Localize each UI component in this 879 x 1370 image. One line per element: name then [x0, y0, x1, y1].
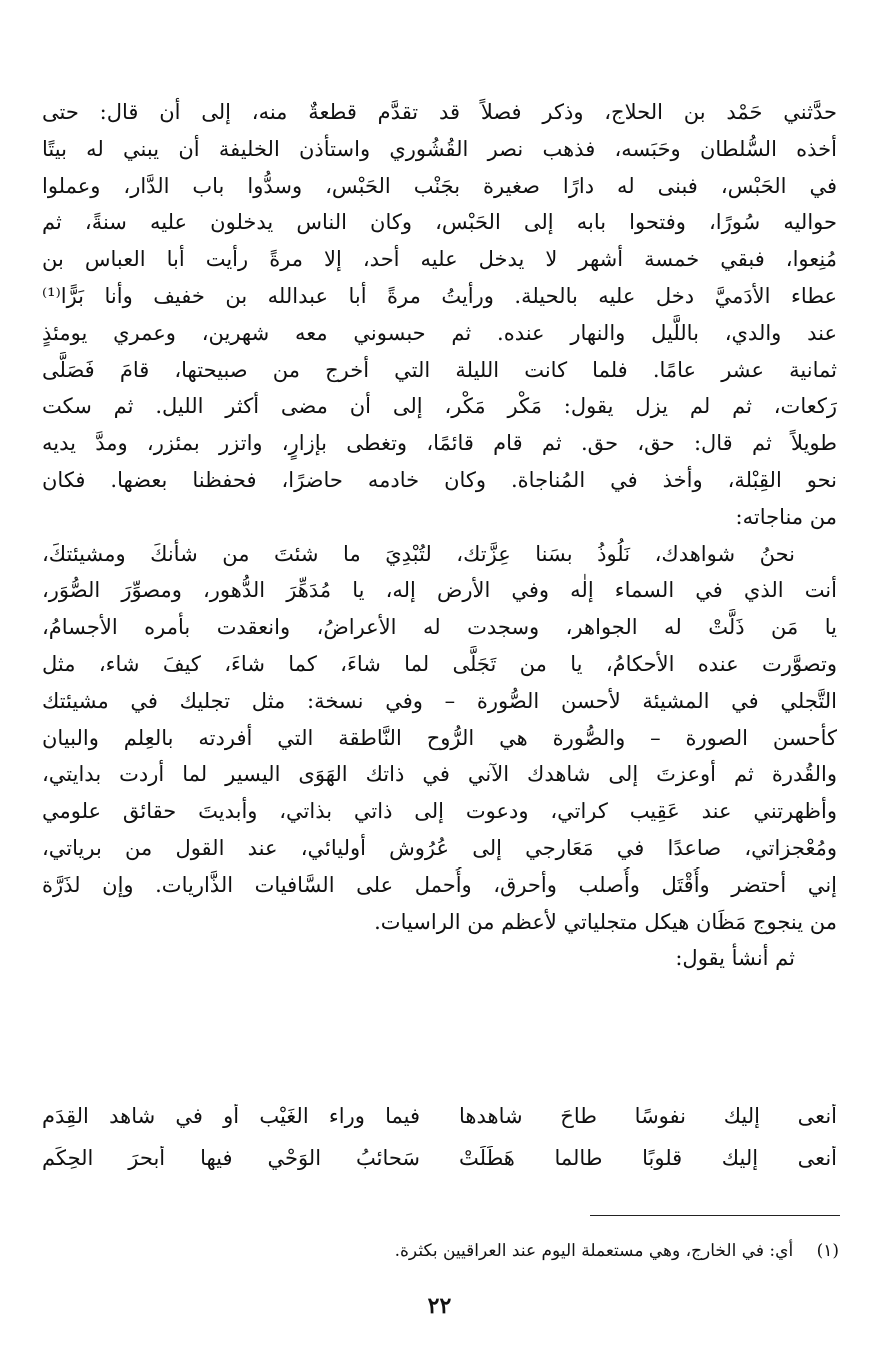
text-line: عند والدي، باللَّيل والنهار عنده. ثم حبسوني معه شهرين، وعمري يومئذٍ — [42, 320, 837, 345]
text-line: وتصوَّرت عنده الأحكامُ، يا من تَجَلَّى لما شاءَ، كما شاءَ، كيفَ شاء، مثل — [42, 651, 837, 676]
text-line: في الحَبْس، فبنى له دارًا صغيرة بجَنْب الحَبْس، وسدُّوا باب الدَّار، وعملوا — [42, 173, 837, 198]
text-line: التَّجلي في المشيئة لأحسن الصُّورة – وفي نسخة: مثل تجليك في مشيئتك — [42, 688, 837, 713]
text-line: حواليه سُورًا، وفتحوا بابه إلى الحَبْس، وكان الناس يدخلون عليه سنةً، ثم — [42, 210, 837, 235]
text-line: طويلاً ثم قال: حق، حق. ثم قام قائمًا، وتغطى بإزارٍ، واتزر بمئزر، ومدَّ يديه — [42, 431, 837, 456]
text-line: وأظهرتني عند عَقِيب كراتي، ودعوت إلى ذاتي بذاتي، وأبديتَ حقائق علومي — [42, 799, 837, 824]
text-line: مُنِعوا، فبقي خمسة أشهر لا يدخل عليه أحد، إلا مرةً رأيت أبا العباس بن — [42, 247, 837, 272]
poem-verse — [42, 1104, 837, 1128]
text-line: من ينجوج مَظَان هيكل متجلياتي لأعظم من الراسيات. — [374, 909, 837, 934]
text-line: أخذه السُّلطان وحَبَسه، فذهب نصر القُشُوري واستأذن الخليفة أن يبني له بيتًا — [42, 136, 837, 161]
footnote-divider — [590, 1215, 840, 1216]
footnote — [44, 1237, 839, 1265]
text-line: من مناجاته: — [735, 504, 837, 529]
text-line: حدَّثني حَمْد بن الحلاج، وذكر فصلاً قد تقدَّم قطعةٌ منه، إلى أن قال: حتى — [42, 100, 837, 124]
body-text — [42, 94, 837, 977]
poem-hemistich-right: أنعى إليك نفوسًا طاحَ شاهدها — [459, 1104, 837, 1128]
footnote-number: (١) — [816, 1241, 839, 1261]
text-line: ثمانية عشر عامًا. فلما كانت الليلة التي أخرج من صبيحتها، قامَ فَصَلَّى — [42, 357, 837, 382]
text-line: رَكعات، ثم لم يزل يقول: مَكْر مَكْر، إلى أن مضى أكثر الليل. ثم سكت — [42, 394, 837, 419]
text-line: عطاء الأدَميَّ دخل عليه بالحيلة. ورأيتُ مرةً أبا عبدالله بن خفيف وأنا بَرًّا⁽¹⁾ — [42, 283, 837, 308]
poem-hemistich-left: سَحائبُ الوَحْي فيها أبحرَ الحِكَمِ — [42, 1146, 420, 1170]
poem-hemistich-left: فيما وراء الغَيْب أو في شاهد القِدَم — [42, 1104, 420, 1128]
text-line: نحو القِبْلة، وأخذ في المُناجاة. وكان خادمه حاضرًا، فحفظنا بعضها. فكان — [42, 467, 837, 492]
poem-hemistich-right: أنعى إليك قلوبًا طالما هَطَلَتْ — [459, 1146, 837, 1170]
text-line: يا مَن ذَلَّتْ له الجواهر، وسجدت له الأعراضُ، وانعقدت بأمره الأجسامُ، — [42, 615, 837, 640]
text-line: ثم أنشأ يقول: — [675, 946, 795, 971]
text-line: أنت الذي في السماء إلٰه وفي الأرض إله، يا مُدَهِّرَ الدُّهور، ومصوِّرَ الصُّوَر، — [42, 578, 837, 603]
text-line: نحنُ شواهدك، نَلُوذُ بسَنا عِزَّتك، لتُبْدِيَ ما شئتَ من شأنكَ ومشيئتكَ، — [42, 541, 795, 566]
text-line: ومُعْجزاتي، صاعدًا في مَعَارجي إلى عُرُوش أوليائي، عند القول من برياتي، — [42, 835, 837, 860]
poem-verse — [42, 1146, 837, 1170]
text-line: إني أحتضر وأُقْتَل وأُصلب وأحرق، وأُحمل على السَّافيات الذَّاريات. وإن لذَرَّة — [42, 872, 837, 897]
footnote-text: أي: في الخارج، وهي مستعملة اليوم عند العراقيين بكثرة. — [394, 1241, 794, 1261]
page-number: ٢٢ — [427, 1293, 452, 1319]
text-line: والقُدرة ثم أوعزتَ إلى شاهدك الآني في ذاتك الهَوَى اليسير لما أردت بدايتي، — [42, 762, 837, 787]
text-line: كأحسن الصورة – والصُّورة هي الرُّوح النَّاطقة التي أفردته بالعِلم والبيان — [42, 725, 837, 750]
